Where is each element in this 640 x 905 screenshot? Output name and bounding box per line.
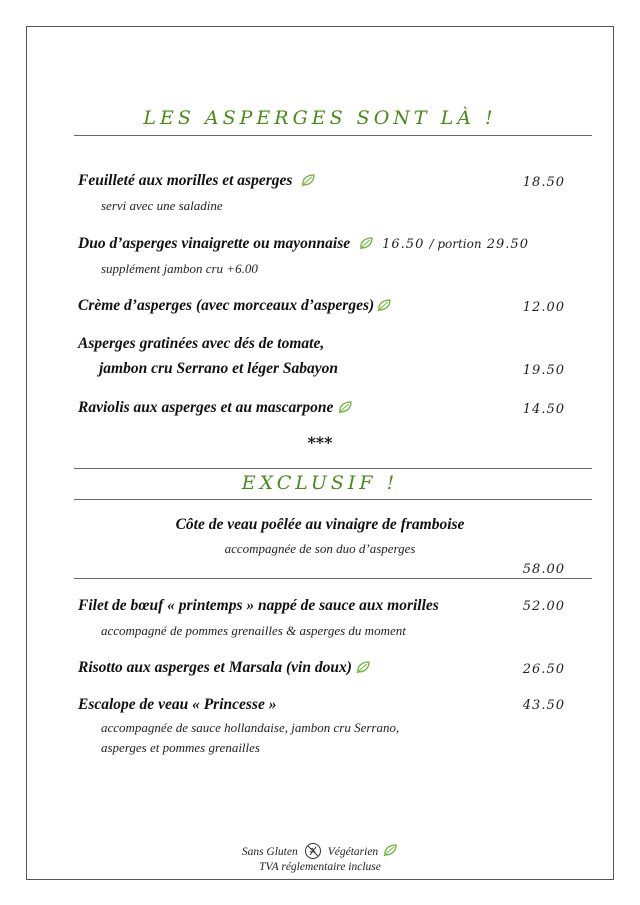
menu-item-description: servi avec une saladine: [101, 198, 223, 213]
leaf-icon: [382, 843, 398, 857]
menu-item-name: Feuilleté aux morilles et asperges: [78, 172, 316, 190]
menu-item-price: 19.50: [522, 363, 565, 378]
leaf-icon: [358, 236, 374, 250]
separator-stars: ***: [307, 433, 333, 452]
menu-item-name: Risotto aux asperges et Marsala (vin doux): [78, 659, 371, 677]
menu-item-name: Asperges gratinées avec dés de tomate,: [78, 335, 325, 352]
menu-item-price: 16.50 / portion 29.50: [382, 237, 529, 252]
exclusif-item-name: Côte de veau poêlée au vinaigre de framboise: [175, 516, 465, 533]
divider: [74, 135, 592, 136]
exclusif-item-description: accompagnée de son duo d’asperges: [224, 541, 416, 556]
menu-item-description-line2: asperges et pommes grenailles: [101, 740, 260, 755]
no-wheat-icon: [304, 842, 322, 860]
menu-item-price: 14.50: [522, 402, 565, 417]
section-title-asperges: LES ASPERGES SONT LÀ !: [143, 107, 497, 129]
legend-vegetarian-label: Végétarien: [327, 846, 379, 858]
menu-item-price: 43.50: [522, 698, 565, 713]
menu-item-price: 18.50: [522, 175, 565, 190]
divider: [74, 578, 592, 579]
menu-page: [26, 26, 614, 880]
vat-note: TVA réglementaire incluse: [259, 861, 381, 873]
menu-item-name: Duo d’asperges vinaigrette ou mayonnaise 16.50 / portion 29.50: [78, 235, 529, 252]
section-title-exclusif: EXCLUSIF !: [241, 472, 399, 494]
legend-gluten-free-label: Sans Gluten: [241, 846, 298, 858]
legend: [27, 842, 613, 860]
menu-item-price: 52.00: [522, 599, 565, 614]
menu-item-name: Crème d’asperges (avec morceaux d’asperges): [78, 297, 392, 315]
menu-item-name: Escalope de veau « Princesse »: [78, 696, 277, 713]
menu-item-description: accompagné de pommes grenailles & asperges du moment: [101, 623, 406, 638]
menu-item-name: Filet de bœuf « printemps » nappé de sauce aux morilles: [78, 597, 439, 614]
exclusif-item-price: 58.00: [522, 562, 565, 577]
leaf-icon: [300, 173, 316, 187]
menu-item-description: accompagnée de sauce hollandaise, jambon cru Serrano,: [101, 720, 400, 735]
leaf-icon: [376, 298, 392, 312]
menu-item-name-line2: jambon cru Serrano et léger Sabayon: [99, 360, 338, 377]
menu-item-name: Raviolis aux asperges et au mascarpone: [78, 399, 353, 417]
leaf-icon: [337, 400, 353, 414]
leaf-icon: [355, 660, 371, 674]
divider: [74, 499, 592, 500]
divider: [74, 468, 592, 469]
menu-item-price: 12.00: [522, 300, 565, 315]
menu-item-price: 26.50: [522, 662, 565, 677]
menu-item-description: supplément jambon cru +6.00: [101, 261, 258, 276]
